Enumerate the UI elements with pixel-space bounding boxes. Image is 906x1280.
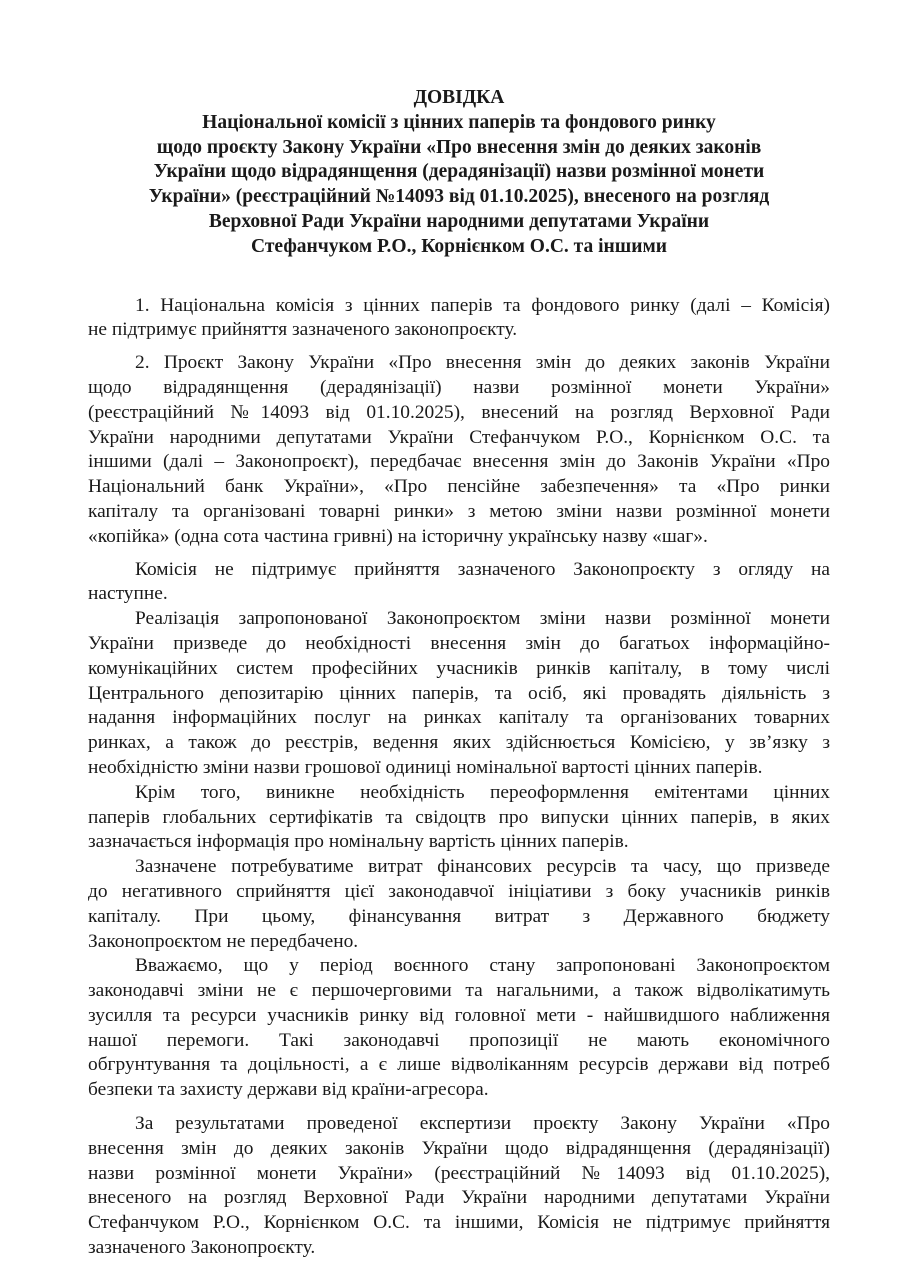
document-body (88, 294, 830, 1261)
title-line: Верховної Ради України народними депутатами України (208, 210, 710, 232)
text-line: зазначається інформація про номінальну вартість цінних паперів. (88, 831, 629, 853)
text-line: України народними депутатами України Стефанчуком Р.О., Корнієнком О.С. та (88, 426, 830, 448)
text-line: зазначеного Законопроєкту. (88, 1237, 316, 1259)
title-line: щодо проєкту Закону України «Про внесення змін до деяких законів (156, 136, 762, 158)
paragraph-4 (88, 607, 830, 781)
text-line: комунікаційних систем професійних учасників ринків капіталу, в тому числі (88, 657, 830, 679)
text-line: Національний банк України», «Про пенсійне забезпечення» та «Про ринки (88, 476, 830, 498)
text-line: України призведе до необхідності внесення змін до багатьох інформаційно- (88, 632, 830, 654)
text-line: Зазначене потребуватиме витрат фінансових ресурсів та часу, що призведе (135, 856, 830, 878)
text-line: до негативного сприйняття цієї законодавчої ініціативи з боку учасників ринків (88, 880, 830, 902)
text-line: Законопроєктом не передбачено. (88, 930, 359, 952)
text-line: Реалізація запропонованої Законопроєктом зміни назви розмінної монети (135, 608, 830, 630)
document-kind: ДОВІДКА (413, 87, 505, 108)
text-line: внесеного на розгляд Верховної Ради України народними депутатами України (88, 1187, 830, 1209)
text-line: надання інформаційних послуг на ринках капіталу та організованих товарних (88, 707, 830, 729)
title-line: України щодо відрадянщення (дерадянізації) назви розмінної монети (153, 161, 765, 183)
title-line: Стефанчуком Р.О., Корнієнком О.С. та іншими (251, 235, 667, 257)
text-line: щодо відрадянщення (дерадянізації) назви розмінної монети України» (88, 376, 830, 398)
text-line: Стефанчуком Р.О., Корнієнком О.С. та іншими, Комісія не підтримує прийняття (88, 1212, 830, 1234)
text-line: «копійка» (одна сота частина гривні) на історичну українську назву «шаг». (88, 525, 708, 547)
text-line: нашої перемоги. Такі законодавчі пропозиції не мають економічного (88, 1029, 830, 1051)
text-line: Вважаємо, що у період воєнного стану запропоновані Законопроєктом (135, 955, 830, 977)
text-line: законодавчі зміни не є першочерговими та нагальними, а також відволікатимуть (88, 980, 830, 1002)
paragraph-7 (88, 954, 830, 1103)
paragraph-2 (88, 351, 830, 549)
text-line: обгрунтування та доцільності, а є лише відволіканням ресурсів держави від потреб (88, 1054, 830, 1076)
text-line: (реєстраційний №14093 від 01.10.2025), внесений на розгляд Верховної Ради (88, 401, 830, 423)
text-line: За результатами проведеної експертизи проєкту Закону України «Про (135, 1113, 830, 1135)
title-line: Національної комісії з цінних паперів та фондового ринку (202, 111, 716, 133)
paragraph-1 (88, 294, 830, 344)
text-line: паперів глобальних сертифікатів та свідоцтв про випуски цінних паперів, в яких (88, 806, 830, 828)
text-line: безпеки та захисту держави від країни-агресора. (88, 1079, 489, 1101)
text-line: внесення змін до деяких законів України щодо відрадянщення (дерадянізації) (88, 1137, 830, 1159)
text-line: Крім того, виникне необхідність переоформлення емітентами цінних (135, 781, 830, 803)
text-line: Комісія не підтримує прийняття зазначеного Законопроєкту з огляду на (135, 558, 830, 580)
text-line: капіталу. При цьому, фінансування витрат з Державного бюджету (88, 905, 830, 927)
text-line: 2. Проєкт Закону України «Про внесення змін до деяких законів України (135, 352, 830, 374)
title-line: України» (реєстраційний №14093 від 01.10.2025), внесеного на розгляд (148, 186, 770, 208)
paragraph-6 (88, 855, 830, 954)
text-line: необхідністю зміни назви грошової одиниці номінальної вартості цінних паперів. (88, 756, 763, 778)
paragraph-3 (88, 558, 830, 608)
text-line: наступне. (88, 583, 168, 605)
text-line: не підтримує прийняття зазначеного законопроєкту. (88, 319, 518, 341)
document-title (88, 86, 830, 260)
text-line: назви розмінної монети України» (реєстраційний №14093 від 01.10.2025), (88, 1162, 830, 1184)
text-line: 1. Національна комісія з цінних паперів та фондового ринку (далі – Комісія) (135, 294, 830, 316)
text-line: зусилля та ресурси учасників ринку від головної мети - найшвидшого наближення (88, 1004, 830, 1026)
text-line: ринках, а також до реєстрів, ведення яких здійснюється Комісією, у зв’язку з (88, 732, 830, 754)
paragraph-8 (88, 1112, 830, 1261)
paragraph-5 (88, 781, 830, 855)
text-line: капіталу та організовані товарні ринки» з метою зміни назви розмінної монети (88, 500, 830, 522)
text-line: Центрального депозитарію цінних паперів, та осіб, які провадять діяльність з (88, 682, 830, 704)
text-line: іншими (далі – Законопроєкт), передбачає внесення змін до Законів України «Про (88, 451, 830, 473)
